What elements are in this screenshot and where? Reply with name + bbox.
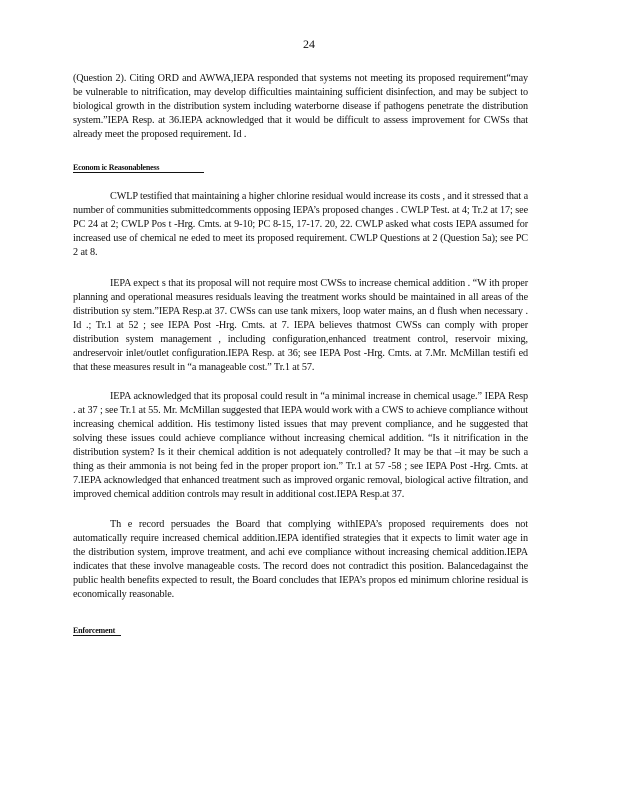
page-body xyxy=(73,72,528,638)
paragraph-cwlp-testimony: CWLP testified that maintaining a higher chlorine residual would increase its costs , and it stressed that a number of communities submittedcomments opposing IEPA’s proposed changes . CWLP Test. at 4; Tr.2 at 17; see PC 24 at 2; CWLP Pos t -Hrg. Cmts. at 9-10; PC 8-15, 17-17. 20, 22. CWLP asked what costs IEPA assumed for increased use of chemical ne eded to meet its proposed requirement. CWLP Questions at 2 (Question 5a); see PC 2 at 8. xyxy=(73,191,528,258)
page-number: 24 xyxy=(303,37,315,51)
section-heading-economic-reasonableness: Econom ic Reasonableness xyxy=(73,163,204,173)
paragraph-iepa-acknowledged: IEPA acknowledged that its proposal could result in “a minimal increase in chemical usage.” IEPA Resp . at 37 ; see Tr.1 at 55. Mr. McMillan suggested that IEPA would work with a CWS to achieve compliance without increasing chemical addition. His testimony listed issues that may prevent compliance, and he suggested that solving these issues could achieve compliance without increasing chemical addition. “Is it nitrification in the distribution system? Is it their chemical addition is not adequately controlled? It may be that –it may be such a thing as their ammonia is not being fed in the proper proport ion.” Tr.1 at 57 -58 ; see IEPA Post -Hrg. Cmts. at 7.IEPA acknowledged that enhanced treatment such as improved organic removal, biological active filtration, and improved chemical addition controls may result in additional cost.IEPA Resp.at 37. xyxy=(73,391,528,500)
paragraph-question-2: (Question 2). Citing ORD and AWWA,IEPA responded that systems not meeting its proposed requirement“may be vulnerable to nitrification, may develop difficulties maintaining sufficient disinfection, and may be subject to biological growth in the distribution system including waterborne disease if pathogens penetrate the distribution system.”IEPA Resp. at 36.IEPA acknowledged that it would be difficult to assess improvement for CWSs that already meet the proposed requirement. Id . xyxy=(73,73,528,140)
section-heading-enforcement: Enforcement xyxy=(73,626,121,636)
paragraph-iepa-expects: IEPA expect s that its proposal will not require most CWSs to increase chemical addition . “W ith proper planning and operational measures residuals leaving the treatment works should be maintained in all areas of the distribution sy stem.”IEPA Resp.at 37. CWSs can use tank mixers, loop water mains, an d flush when necessary . Id .; Tr.1 at 52 ; see IEPA Post -Hrg. Cmts. at 7. IEPA believes thatmost CWSs can comply with proper distribution system management , including configuration,enhanced treatment control, reservoir mixing, andreservoir inlet/outlet configuration.IEPA Resp. at 36; see IEPA Post -Hrg. Cmts. at 7.Mr. McMillan testifi ed that these measures result in “a manageable cost.” Tr.1 at 57. xyxy=(73,278,528,373)
paragraph-board-conclusion: Th e record persuades the Board that complying withIEPA’s proposed requirements does not automatically require increased chemical addition.IEPA identified strategies that it expects to limit water age in the distribution system, improve treatment, and achi eve compliance without increasing chemical addition.IEPA indicates that these involve manageable costs. The record does not contradict this position. Balancedagainst the public health benefits expected to result, the Board concludes that IEPA’s propos ed minimum chlorine residual is economically reasonable. xyxy=(73,519,528,600)
